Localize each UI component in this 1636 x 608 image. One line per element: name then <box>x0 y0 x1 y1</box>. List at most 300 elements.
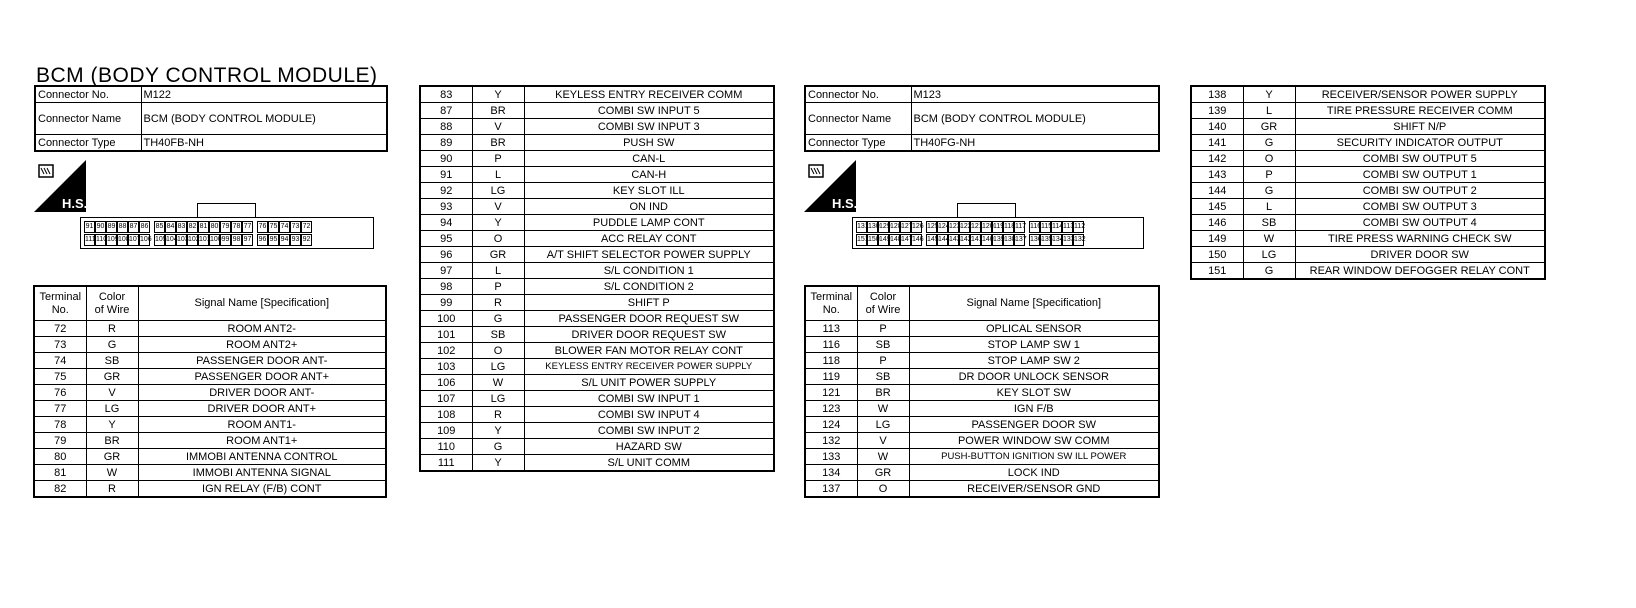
wire-color: BR <box>857 385 909 401</box>
signal-name: SHIFT P <box>524 295 774 311</box>
connector-pin: 126 <box>911 221 922 233</box>
table-row <box>1191 119 1545 135</box>
terminal-no: 101 <box>420 327 472 343</box>
terminal-no: 151 <box>1191 263 1243 280</box>
wire-color: GR <box>472 247 524 263</box>
signal-name: COMBI SW INPUT 1 <box>524 391 774 407</box>
table-row <box>420 86 774 103</box>
terminal-no: 97 <box>420 263 472 279</box>
signal-name: RECEIVER/SENSOR GND <box>909 481 1159 498</box>
terminal-no: 106 <box>420 375 472 391</box>
connector-pin: 88 <box>117 221 128 233</box>
terminal-no: 143 <box>1191 167 1243 183</box>
wire-color: G <box>472 439 524 455</box>
wire-color: V <box>857 433 909 449</box>
signal-name: CAN-H <box>524 167 774 183</box>
wire-color: V <box>472 199 524 215</box>
table-row <box>805 465 1159 481</box>
connector-pin: 145 <box>926 234 937 246</box>
signal-header: Signal Name [Specification] <box>909 286 1159 321</box>
table-row <box>420 391 774 407</box>
signal-name: CAN-L <box>524 151 774 167</box>
connector-pin: 111 <box>84 234 95 246</box>
signal-name: COMBI SW OUTPUT 4 <box>1295 215 1545 231</box>
table-row <box>1191 167 1545 183</box>
terminal-no: 77 <box>34 401 86 417</box>
table-row <box>1191 86 1545 103</box>
terminal-no: 139 <box>1191 103 1243 119</box>
connector-pin: 115 <box>1040 221 1051 233</box>
signal-name: COMBI SW OUTPUT 2 <box>1295 183 1545 199</box>
terminal-no: 140 <box>1191 119 1243 135</box>
connector-pin: 118 <box>1003 221 1014 233</box>
wire-color: W <box>472 375 524 391</box>
signal-name: REAR WINDOW DEFOGGER RELAY CONT <box>1295 263 1545 280</box>
connector-type-value: TH40FG-NH <box>911 135 1159 152</box>
color-header: Color of Wire <box>857 286 909 321</box>
wire-color: GR <box>86 369 138 385</box>
signal-name: COMBI SW INPUT 2 <box>524 423 774 439</box>
signal-name: PASSENGER DOOR SW <box>909 417 1159 433</box>
wire-color: L <box>472 263 524 279</box>
signal-name: BLOWER FAN MOTOR RELAY CONT <box>524 343 774 359</box>
table-row <box>34 481 386 498</box>
connector-pin: 120 <box>981 221 992 233</box>
table-row <box>34 385 386 401</box>
wire-color: P <box>857 321 909 337</box>
connector-pin: 74 <box>279 221 290 233</box>
wire-color: SB <box>857 337 909 353</box>
wire-color: O <box>472 231 524 247</box>
table-row <box>1191 199 1545 215</box>
connector-pin: 130 <box>867 221 878 233</box>
terminal-no: 132 <box>805 433 857 449</box>
signal-name: COMBI SW INPUT 5 <box>524 103 774 119</box>
signal-name: COMBI SW INPUT 4 <box>524 407 774 423</box>
terminal-no: 87 <box>420 103 472 119</box>
wire-color: W <box>1243 231 1295 247</box>
terminal-no: 75 <box>34 369 86 385</box>
connector-pin: 137 <box>1014 234 1025 246</box>
connector-pin: 116 <box>1029 221 1040 233</box>
signal-name: ON IND <box>524 199 774 215</box>
wire-color: P <box>472 279 524 295</box>
terminal-no: 110 <box>420 439 472 455</box>
connector-pin: 144 <box>937 234 948 246</box>
connector-pin: 97 <box>242 234 253 246</box>
wire-color: LG <box>86 401 138 417</box>
table-row <box>420 215 774 231</box>
connector-name-value: BCM (BODY CONTROL MODULE) <box>911 103 1159 135</box>
signal-name: POWER WINDOW SW COMM <box>909 433 1159 449</box>
terminal-no: 146 <box>1191 215 1243 231</box>
table-row <box>420 423 774 439</box>
signal-name: COMBI SW OUTPUT 5 <box>1295 151 1545 167</box>
connector-pin: 136 <box>1029 234 1040 246</box>
table-row <box>805 401 1159 417</box>
signal-name: A/T SHIFT SELECTOR POWER SUPPLY <box>524 247 774 263</box>
connector-pin: 85 <box>154 221 165 233</box>
connector-name-value: BCM (BODY CONTROL MODULE) <box>141 103 387 135</box>
connector-pin: 99 <box>220 234 231 246</box>
table-row <box>420 199 774 215</box>
terminal-no: 107 <box>420 391 472 407</box>
connector-pin: 91 <box>84 221 95 233</box>
wire-color: Y <box>472 215 524 231</box>
signal-name: PUSH SW <box>524 135 774 151</box>
signal-name: SECURITY INDICATOR OUTPUT <box>1295 135 1545 151</box>
terminal-header: Terminal No. <box>34 286 86 321</box>
signal-name: COMBI SW OUTPUT 1 <box>1295 167 1545 183</box>
table-row <box>420 263 774 279</box>
connector-pin: 117 <box>1014 221 1025 233</box>
connector-pin: 73 <box>290 221 301 233</box>
signal-name: OPLICAL SENSOR <box>909 321 1159 337</box>
connector-no-value: M123 <box>911 86 1159 103</box>
wire-color: P <box>1243 167 1295 183</box>
signal-name: DRIVER DOOR ANT+ <box>138 401 386 417</box>
signal-name: RECEIVER/SENSOR POWER SUPPLY <box>1295 86 1545 103</box>
terminal-no: 73 <box>34 337 86 353</box>
connector-pin: 127 <box>900 221 911 233</box>
connector-pin: 121 <box>970 221 981 233</box>
wire-color: R <box>86 321 138 337</box>
connector-pin: 83 <box>176 221 187 233</box>
wire-color: GR <box>86 449 138 465</box>
connector-pin: 101 <box>198 234 209 246</box>
connector-pin: 90 <box>95 221 106 233</box>
terminal-no: 89 <box>420 135 472 151</box>
terminal-no: 133 <box>805 449 857 465</box>
table-row <box>34 433 386 449</box>
connector-type-label: Connector Type <box>805 135 911 152</box>
signal-name: ROOM ANT2- <box>138 321 386 337</box>
wire-color: O <box>472 343 524 359</box>
table-row <box>34 465 386 481</box>
connector-pin: 79 <box>220 221 231 233</box>
terminal-no: 141 <box>1191 135 1243 151</box>
terminal-no: 102 <box>420 343 472 359</box>
connector-info-m123 <box>804 85 1160 152</box>
table-row <box>420 359 774 375</box>
connector-pin: 92 <box>301 234 312 246</box>
table-row <box>420 279 774 295</box>
wire-color: LG <box>857 417 909 433</box>
terminal-no: 90 <box>420 151 472 167</box>
connector-type-label: Connector Type <box>35 135 141 152</box>
connector-no-label: Connector No. <box>805 86 911 103</box>
connector-pin: 133 <box>1062 234 1073 246</box>
table-row <box>420 439 774 455</box>
signal-name: COMBI SW OUTPUT 3 <box>1295 199 1545 215</box>
signal-name: KEYLESS ENTRY RECEIVER POWER SUPPLY <box>524 359 774 375</box>
wire-color: SB <box>1243 215 1295 231</box>
signal-name: SHIFT N/P <box>1295 119 1545 135</box>
signal-name: PASSENGER DOOR ANT+ <box>138 369 386 385</box>
terminal-no: 149 <box>1191 231 1243 247</box>
signal-name: ROOM ANT2+ <box>138 337 386 353</box>
terminal-table-2 <box>419 85 775 472</box>
connector-face-m122 <box>80 217 374 249</box>
table-row <box>1191 151 1545 167</box>
terminal-no: 82 <box>34 481 86 498</box>
connector-pin: 80 <box>209 221 220 233</box>
signal-header: Signal Name [Specification] <box>138 286 386 321</box>
table-row <box>1191 183 1545 199</box>
signal-name: ROOM ANT1+ <box>138 433 386 449</box>
connector-pin: 135 <box>1040 234 1051 246</box>
wire-color: G <box>1243 135 1295 151</box>
terminal-no: 142 <box>1191 151 1243 167</box>
connector-pin: 150 <box>867 234 878 246</box>
terminal-table-3 <box>804 285 1160 498</box>
connector-pin: 147 <box>900 234 911 246</box>
connector-pin: 96 <box>257 234 268 246</box>
table-row <box>34 417 386 433</box>
hs-label: H.S. <box>832 196 858 211</box>
signal-name: DR DOOR UNLOCK SENSOR <box>909 369 1159 385</box>
connector-pin: 113 <box>1062 221 1073 233</box>
connector-pin: 128 <box>889 221 900 233</box>
table-row <box>1191 215 1545 231</box>
connector-pin: 89 <box>106 221 117 233</box>
connector-pin: 94 <box>279 234 290 246</box>
connector-pin: 87 <box>128 221 139 233</box>
connector-pin: 76 <box>257 221 268 233</box>
connector-pin: 95 <box>268 234 279 246</box>
connector-name-label: Connector Name <box>805 103 911 135</box>
terminal-no: 91 <box>420 167 472 183</box>
signal-name: IMMOBI ANTENNA SIGNAL <box>138 465 386 481</box>
wire-color: R <box>472 295 524 311</box>
terminal-no: 118 <box>805 353 857 369</box>
terminal-no: 134 <box>805 465 857 481</box>
table-row <box>420 183 774 199</box>
hs-label: H.S. <box>62 196 88 211</box>
connector-pin: 129 <box>878 221 889 233</box>
terminal-no: 93 <box>420 199 472 215</box>
connector-pin: 78 <box>231 221 242 233</box>
signal-name: KEYLESS ENTRY RECEIVER COMM <box>524 86 774 103</box>
wire-color: G <box>86 337 138 353</box>
connector-pin: 72 <box>301 221 312 233</box>
terminal-no: 111 <box>420 455 472 472</box>
wire-color: O <box>857 481 909 498</box>
wire-color: L <box>1243 199 1295 215</box>
table-row <box>1191 263 1545 280</box>
terminal-no: 113 <box>805 321 857 337</box>
wire-color: LG <box>472 183 524 199</box>
terminal-no: 109 <box>420 423 472 439</box>
connector-pin: 142 <box>959 234 970 246</box>
table-row <box>805 481 1159 498</box>
connector-pin: 132 <box>1073 234 1084 246</box>
table-row <box>1191 247 1545 263</box>
connector-pin: 122 <box>959 221 970 233</box>
terminal-no: 78 <box>34 417 86 433</box>
signal-name: PASSENGER DOOR ANT- <box>138 353 386 369</box>
wire-color: BR <box>472 135 524 151</box>
terminal-no: 138 <box>1191 86 1243 103</box>
terminal-no: 116 <box>805 337 857 353</box>
terminal-no: 81 <box>34 465 86 481</box>
signal-name: S/L UNIT COMM <box>524 455 774 472</box>
terminal-no: 76 <box>34 385 86 401</box>
terminal-no: 94 <box>420 215 472 231</box>
signal-name: TIRE PRESSURE RECEIVER COMM <box>1295 103 1545 119</box>
table-row <box>34 401 386 417</box>
connector-pin: 98 <box>231 234 242 246</box>
signal-name: DRIVER DOOR SW <box>1295 247 1545 263</box>
connector-pin: 106 <box>139 234 150 246</box>
signal-name: HAZARD SW <box>524 439 774 455</box>
wire-color: GR <box>1243 119 1295 135</box>
wire-color: R <box>472 407 524 423</box>
terminal-no: 150 <box>1191 247 1243 263</box>
signal-name: PASSENGER DOOR REQUEST SW <box>524 311 774 327</box>
table-row <box>1191 231 1545 247</box>
terminal-no: 119 <box>805 369 857 385</box>
terminal-no: 145 <box>1191 199 1243 215</box>
table-row <box>420 295 774 311</box>
wire-color: BR <box>472 103 524 119</box>
table-row <box>420 455 774 472</box>
terminal-no: 72 <box>34 321 86 337</box>
wire-color: W <box>857 401 909 417</box>
table-row <box>805 417 1159 433</box>
connector-pin: 100 <box>209 234 220 246</box>
terminal-no: 92 <box>420 183 472 199</box>
wire-color: W <box>857 449 909 465</box>
connector-pin: 134 <box>1051 234 1062 246</box>
connector-pin: 146 <box>911 234 922 246</box>
wire-color: LG <box>472 391 524 407</box>
table-row <box>34 337 386 353</box>
table-row <box>1191 103 1545 119</box>
wire-color: SB <box>86 353 138 369</box>
signal-name: PUSH-BUTTON IGNITION SW ILL POWER <box>909 449 1159 465</box>
connector-pin: 75 <box>268 221 279 233</box>
wire-color: LG <box>1243 247 1295 263</box>
signal-name: IMMOBI ANTENNA CONTROL <box>138 449 386 465</box>
terminal-no: 144 <box>1191 183 1243 199</box>
terminal-no: 137 <box>805 481 857 498</box>
table-row <box>420 103 774 119</box>
table-row <box>420 119 774 135</box>
connector-no-label: Connector No. <box>35 86 141 103</box>
terminal-no: 123 <box>805 401 857 417</box>
terminal-no: 98 <box>420 279 472 295</box>
table-row <box>805 321 1159 337</box>
terminal-no: 103 <box>420 359 472 375</box>
table-row <box>34 369 386 385</box>
wire-color: V <box>472 119 524 135</box>
connector-pin: 123 <box>948 221 959 233</box>
terminal-no: 121 <box>805 385 857 401</box>
signal-name: STOP LAMP SW 2 <box>909 353 1159 369</box>
connector-face-m123 <box>852 217 1144 249</box>
terminal-header: Terminal No. <box>805 286 857 321</box>
wire-color: SB <box>857 369 909 385</box>
wire-color: R <box>86 481 138 498</box>
table-row <box>805 385 1159 401</box>
connector-pin: 140 <box>981 234 992 246</box>
signal-name: DRIVER DOOR REQUEST SW <box>524 327 774 343</box>
connector-name-label: Connector Name <box>35 103 141 135</box>
table-row <box>420 343 774 359</box>
connector-pin: 108 <box>117 234 128 246</box>
wire-color: G <box>1243 263 1295 280</box>
connector-pin: 102 <box>187 234 198 246</box>
connector-pin: 131 <box>856 221 867 233</box>
signal-name: LOCK IND <box>909 465 1159 481</box>
table-row <box>805 369 1159 385</box>
wire-color: G <box>1243 183 1295 199</box>
signal-name: TIRE PRESS WARNING CHECK SW <box>1295 231 1545 247</box>
wire-color: W <box>86 465 138 481</box>
wire-color: L <box>1243 103 1295 119</box>
wire-color: Y <box>472 455 524 472</box>
connector-pin: 86 <box>139 221 150 233</box>
signal-name: STOP LAMP SW 1 <box>909 337 1159 353</box>
table-row <box>34 321 386 337</box>
connector-pin: 104 <box>165 234 176 246</box>
table-row <box>805 449 1159 465</box>
connector-pin: 143 <box>948 234 959 246</box>
connector-pin: 110 <box>95 234 106 246</box>
table-row <box>420 375 774 391</box>
wire-color: Y <box>472 86 524 103</box>
wire-color: Y <box>472 423 524 439</box>
terminal-table-4 <box>1190 85 1546 280</box>
wire-color: Y <box>1243 86 1295 103</box>
connector-pin: 124 <box>937 221 948 233</box>
table-row <box>420 407 774 423</box>
table-row <box>420 247 774 263</box>
connector-pin: 125 <box>926 221 937 233</box>
wire-color: O <box>1243 151 1295 167</box>
table-row <box>34 449 386 465</box>
terminal-no: 95 <box>420 231 472 247</box>
wire-color: P <box>472 151 524 167</box>
table-row <box>805 353 1159 369</box>
connector-pin: 107 <box>128 234 139 246</box>
signal-name: S/L CONDITION 2 <box>524 279 774 295</box>
harness-side-icon <box>804 160 856 212</box>
connector-pin: 114 <box>1051 221 1062 233</box>
wire-color: BR <box>86 433 138 449</box>
connector-pin: 138 <box>1003 234 1014 246</box>
connector-info-m122 <box>34 85 388 152</box>
connector-no-value: M122 <box>141 86 387 103</box>
signal-name: KEY SLOT SW <box>909 385 1159 401</box>
connector-pin: 139 <box>992 234 1003 246</box>
signal-name: COMBI SW INPUT 3 <box>524 119 774 135</box>
page-title: BCM (BODY CONTROL MODULE) <box>36 64 378 87</box>
signal-name: IGN RELAY (F/B) CONT <box>138 481 386 498</box>
connector-pin: 103 <box>176 234 187 246</box>
table-row <box>420 151 774 167</box>
terminal-no: 100 <box>420 311 472 327</box>
connector-pin: 119 <box>992 221 1003 233</box>
connector-pin: 148 <box>889 234 900 246</box>
signal-name: S/L CONDITION 1 <box>524 263 774 279</box>
connector-pin: 151 <box>856 234 867 246</box>
signal-name: ROOM ANT1- <box>138 417 386 433</box>
signal-name: KEY SLOT ILL <box>524 183 774 199</box>
wire-color: P <box>857 353 909 369</box>
table-row <box>420 231 774 247</box>
